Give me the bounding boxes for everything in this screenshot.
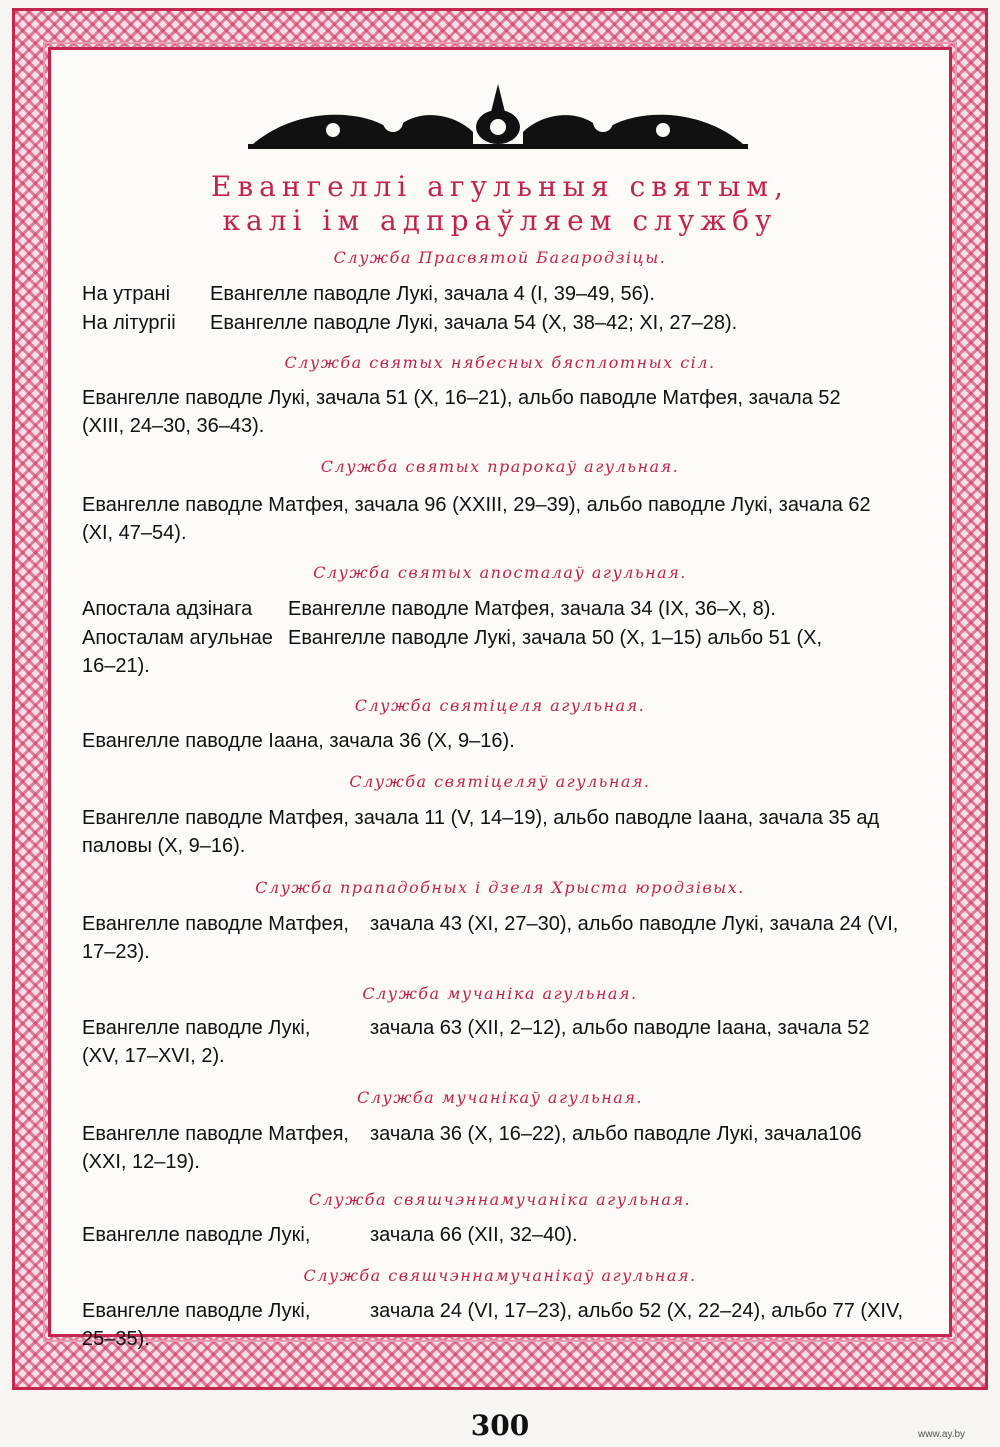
row-text: зачала 63 (ХІІ, 2–12), альбо паводле Іаана, зачала 52 <box>370 1017 870 1039</box>
row-text: Евангелле паводле Лукі, зачала 54 (Х, 38–42; ХІ, 27–28). <box>210 312 738 334</box>
paragraph-line: (ХІ, 47–54). <box>82 522 187 544</box>
section-heading: Служба святых прарокаў агульная. <box>320 457 680 476</box>
row-text-continued: (ХХІ, 12–19). <box>82 1151 200 1173</box>
section-heading: Служба святіцеля агульная. <box>354 696 646 715</box>
row-label: Евангелле паводле Лукі, <box>82 1300 311 1322</box>
row-label: Евангелле паводле Лукі, <box>82 1224 311 1246</box>
row-text-continued: (ХV, 17–ХVІ, 2). <box>82 1045 225 1067</box>
section-heading: Служба святіцеляў агульная. <box>349 772 651 791</box>
row-text: Евангелле паводле Лукі, зачала 50 (Х, 1–15) альбо 51 (Х, <box>288 627 823 649</box>
paragraph-line: Евангелле паводле Лукі, зачала 51 (Х, 16–21), альбо паводле Матфея, зачала 52 <box>82 387 841 409</box>
section-heading: Служба мучаніка агульная. <box>362 984 638 1003</box>
row-text: Евангелле паводле Лукі, зачала 4 (І, 39–49, 56). <box>210 283 655 305</box>
row-label: Апостала адзінага <box>82 598 253 620</box>
ornament-header <box>243 82 753 160</box>
section-heading: Служба мучанікаў агульная. <box>356 1088 643 1107</box>
section-heading: Служба святых нябесных бясплотных сіл. <box>284 353 716 372</box>
row-text-continued: 16–21). <box>82 655 150 677</box>
paragraph-line: (ХІІІ, 24–30, 36–43). <box>82 415 265 437</box>
section-heading: Служба прападобных і дзеля Хрыста юродзівых. <box>255 878 745 897</box>
paragraph-line: Евангелле паводле Матфея, зачала 11 (V, 14–19), альбо паводле Іаана, зачала 35 ад <box>82 807 880 829</box>
row-label: На літургіі <box>82 312 176 334</box>
paragraph-line: Евангелле паводле Матфея, зачала 96 (ХХІІІ, 29–39), альбо паводле Лукі, зачала 62 <box>82 494 871 516</box>
row-label: На утрані <box>82 283 171 305</box>
row-label: Евангелле паводле Матфея, <box>82 913 349 935</box>
row-text: Евангелле паводле Матфея, зачала 34 (ІХ, 36–Х, 8). <box>288 598 776 620</box>
row-text: зачала 43 (ХІ, 27–30), альбо паводле Лукі, зачала 24 (VІ, <box>370 913 899 935</box>
section-heading: Служба святых апосталаў агульная. <box>313 563 687 582</box>
row-label: Евангелле паводле Матфея, <box>82 1123 349 1145</box>
row-text-continued: 25–35). <box>82 1328 150 1350</box>
section-heading: Служба свяшчэннамучанікаў агульная. <box>303 1266 697 1285</box>
section-heading: Служба Прасвятой Багародзіцы. <box>333 248 667 267</box>
paragraph-line: паловы (Х, 9–16). <box>82 835 246 857</box>
row-text: зачала 36 (Х, 16–22), альбо паводле Лукі, зачала106 <box>370 1123 862 1145</box>
row-label: Евангелле паводле Лукі, <box>82 1017 311 1039</box>
paragraph-line: Евангелле паводле Іаана, зачала 36 (Х, 9–16). <box>82 730 515 752</box>
row-label: Апосталам агульнае <box>82 627 273 649</box>
row-text: зачала 24 (VІ, 17–23), альбо 52 (Х, 22–24), альбо 77 (ХІV, <box>370 1300 904 1322</box>
row-text-continued: 17–23). <box>82 941 150 963</box>
page-title-line-2: калі ім адпраўляем службу <box>222 204 778 237</box>
watermark: www.ay.by <box>918 1429 966 1440</box>
row-text: зачала 66 (ХІІ, 32–40). <box>370 1224 578 1246</box>
page-number: 300 <box>470 1409 530 1442</box>
section-heading: Служба свяшчэннамучаніка агульная. <box>308 1190 692 1209</box>
page-title-line-1: Евангеллі агульныя святым, <box>210 170 790 203</box>
